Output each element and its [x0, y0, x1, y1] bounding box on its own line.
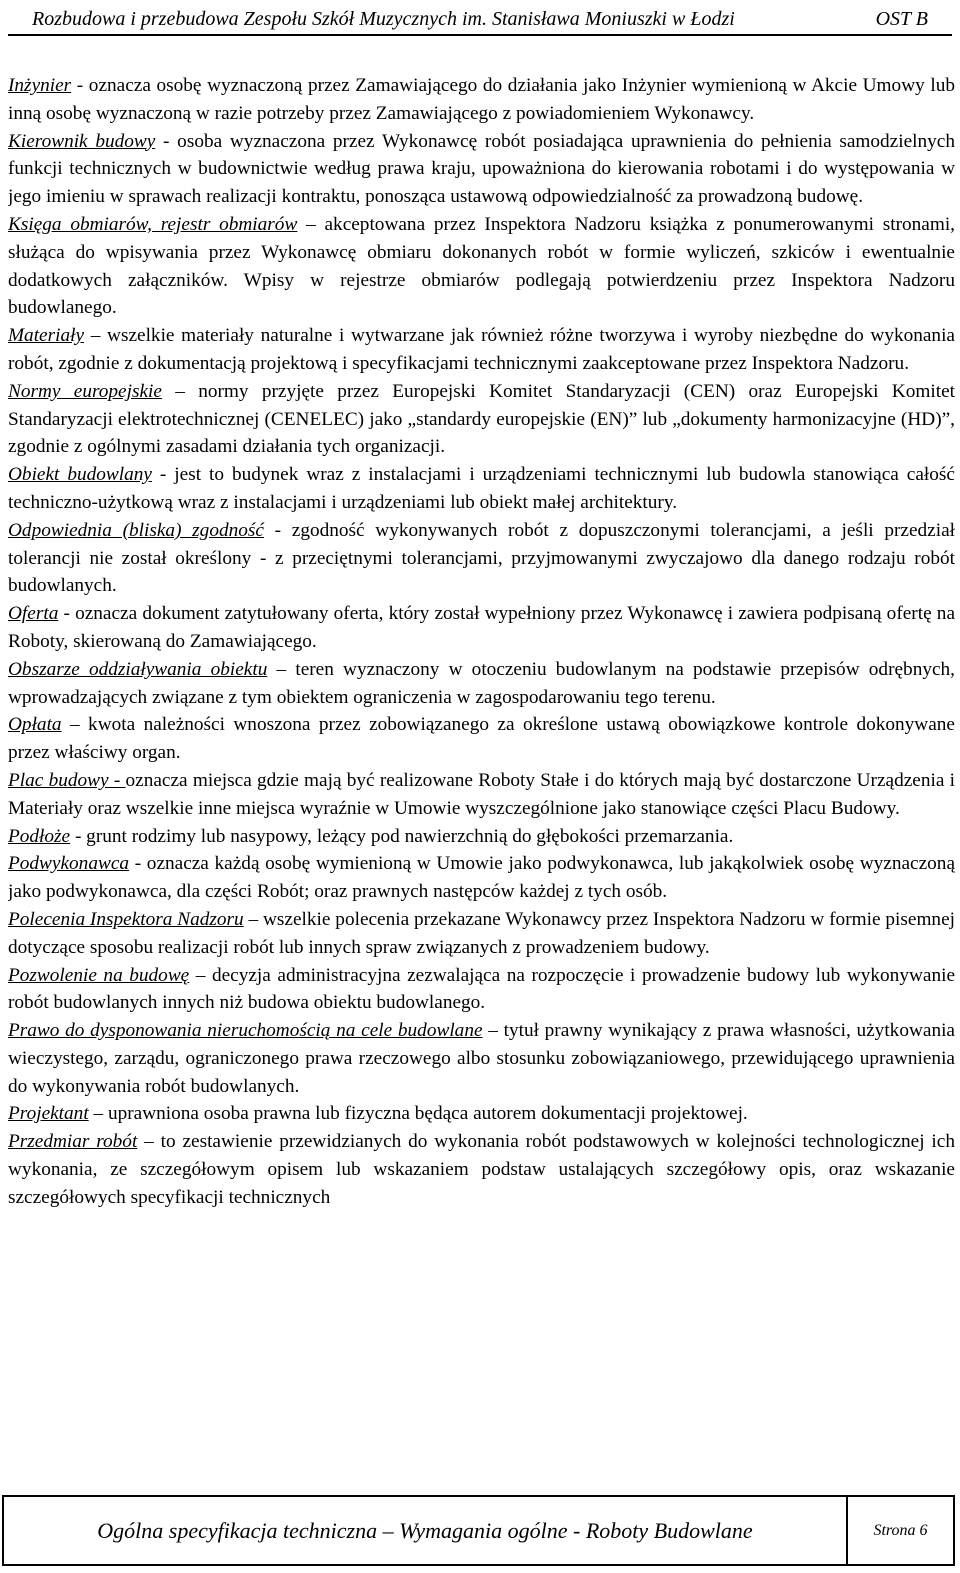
definition-paragraph: [8, 600, 955, 656]
definition-paragraph: [8, 378, 955, 461]
definition-term: Pozwolenie na budowę: [8, 964, 190, 986]
definition-text: – wszelkie materiały naturalne i wytwarzane jak również różne tworzywa i wyroby niezbędne do wykonania robót, zgodnie z dokumentacją projektową i specyfikacjami technicznymi zaakceptowane przez Inspektora Nadzoru.: [8, 325, 955, 374]
definition-text: – decyzja administracyjna zezwalająca na rozpoczęcie i prowadzenie budowy lub wykonywanie robót budowlanych innych niż budowa obiektu budowlanego.: [8, 964, 955, 1014]
definition-text: - oznacza dokument zatytułowany oferta, który został wypełniony przez Wykonawcę i zawiera podpisaną ofertę na Roboty, skierowaną do Zamawiającego.: [8, 603, 955, 652]
definition-term: Przedmiar robót: [8, 1131, 138, 1153]
definition-text: – teren wyznaczony w otoczeniu budowlanym na podstawie przepisów odrębnych, wprowadzających związane z tym obiektem ograniczenia w zagospodarowaniu tego terenu.: [8, 658, 955, 708]
definition-paragraph: [8, 461, 955, 517]
definition-paragraph: [8, 962, 955, 1018]
definition-term: Materiały: [8, 325, 85, 347]
definition-term: Obszarze oddziaływania obiektu: [8, 658, 268, 680]
header-code: OST B: [875, 8, 928, 30]
definition-term: Opłata: [8, 714, 62, 736]
definition-paragraph: [8, 211, 955, 322]
definition-text: - jest to budynek wraz z instalacjami i urządzeniami technicznymi lub budowla stanowiąca całość techniczno-użytkową wraz z instalacjami i urządzeniami lub obiekt małej architektury.: [8, 464, 955, 513]
definition-term: Odpowiednia (bliska) zgodność: [8, 519, 264, 541]
definitions-list: [8, 72, 955, 1482]
definition-text: - oznacza każdą osobę wymienioną w Umowie jako podwykonawca, lub jakąkolwiek osobę wyznaczoną jako podwykonawca, dla części Robót; oraz prawnych następców każdej z tych osób.: [8, 853, 955, 903]
definition-term: Podwykonawca: [8, 853, 130, 875]
definition-term: Projektant: [8, 1103, 89, 1125]
definition-text: – normy przyjęte przez Europejski Komitet Standaryzacji (CEN) oraz Europejski Komitet Standaryzacji elektrotechnicznej (CENELEC) jako „standardy europejskie (EN)” lub „dokumenty harmonizacyjne (HD)”, zgodnie z ogólnymi zasadami działania tych organizacji.: [8, 380, 955, 458]
definition-paragraph: [8, 1017, 955, 1100]
definition-text: oznacza miejsca gdzie mają być realizowane Roboty Stałe i do których mają być dostarczone Urządzenia i Materiały oraz wszelkie inne miejsca wyraźnie w Umowie wyszczególnione jako stanowiące części Placu Budowy.: [8, 769, 955, 819]
definition-paragraph: [8, 711, 955, 767]
definition-paragraph: [8, 128, 955, 211]
definition-paragraph: [8, 1100, 955, 1128]
definition-text: – uprawniona osoba prawna lub fizyczna będąca autorem dokumentacji projektowej.: [88, 1103, 748, 1125]
definition-text: – kwota należności wnoszona przez zobowiązanego za określone ustawą obowiązkowe kontrole dokonywane przez właściwy organ.: [8, 714, 955, 764]
definition-text: – wszelkie polecenia przekazane Wykonawcy przez Inspektora Nadzoru w formie pisemnej dotyczące sposobu realizacji robót lub innych spraw związanych z prowadzeniem budowy.: [8, 908, 955, 958]
definition-text: – akceptowana przez Inspektora Nadzoru książka z ponumerowanymi stronami, służąca do wpisywania przez Wykonawcę obmiaru dokonanych robót w formie wyliczeń, szkiców i ewentualnie dodatkowych załączników. Wpisy w rejestrze obmiarów podlegają potwierdzeniu przez Inspektora Nadzoru budowlanego.: [8, 213, 955, 319]
definition-paragraph: [8, 767, 955, 823]
definition-term: Prawo do dysponowania nieruchomością na cele budowlane: [8, 1020, 483, 1042]
header-title: Rozbudowa i przebudowa Zespołu Szkół Muzycznych im. Stanisława Moniuszki w Łodzi: [32, 8, 735, 30]
definition-text: - zgodność wykonywanych robót z dopuszczonymi tolerancjami, a jeśli przedział tolerancji nie został określony - z przeciętnymi tolerancjami, przyjmowanymi zwyczajowo dla danego rodzaju robót budowlanych.: [8, 519, 955, 597]
definition-paragraph: [8, 850, 955, 906]
definition-term: Księga obmiarów, rejestr obmiarów: [8, 213, 298, 235]
definition-term: Obiekt budowlany: [8, 464, 152, 486]
definition-text: - osoba wyznaczona przez Wykonawcę robót posiadająca uprawnienia do pełnienia samodzielnych funkcji technicznych w budownictwie według prawa kraju, upoważniona do kierowania robotami i do występowania w jego imieniu w sprawach realizacji kontraktu, ponosząca ustawową odpowiedzialność za prowadzoną budowę.: [8, 130, 955, 208]
definition-paragraph: [8, 322, 955, 378]
definition-term: Oferta: [8, 603, 59, 625]
page-number: Strona 6: [873, 1522, 928, 1539]
definition-term: Polecenia Inspektora Nadzoru: [8, 908, 244, 930]
definition-paragraph: [8, 823, 955, 851]
definition-paragraph: [8, 1128, 955, 1211]
definition-text: - oznacza osobę wyznaczoną przez Zamawiającego do działania jako Inżynier wymienioną w Akcie Umowy lub inną osobę wyznaczoną w razie potrzeby przez Zamawiającego z powiadomieniem Wykonawcy.: [8, 75, 955, 124]
definition-text: – to zestawienie przewidzianych do wykonania robót podstawowych w kolejności technologicznej ich wykonania, ze szczegółowym opisem lub wskazaniem podstaw ustalających szczegółowy opis, oraz wskazanie szczegółowych specyfikacji technicznych: [8, 1131, 955, 1208]
definition-paragraph: [8, 656, 955, 712]
definition-text: - grunt rodzimy lub nasypowy, leżący pod nawierzchnią do głębokości przemarzania.: [70, 825, 734, 847]
definition-term: Normy europejskie: [8, 380, 162, 402]
definition-term: Podłoże: [8, 825, 71, 847]
definition-term: Plac budowy -: [8, 769, 126, 791]
definition-term: Inżynier: [8, 75, 72, 96]
definition-paragraph: [8, 72, 955, 128]
footer-title: Ogólna specyfikacja techniczna – Wymagania ogólne - Roboty Budowlane: [4, 1497, 848, 1564]
definition-term: Kierownik budowy: [8, 130, 156, 152]
definition-text: – tytuł prawny wynikający z prawa własności, użytkowania wieczystego, zarządu, ograniczonego prawa rzeczowego albo stosunku zobowiązaniowego, przewidującego uprawnienia do wykonywania robót budowlanych.: [8, 1020, 955, 1097]
page-footer: [2, 1495, 955, 1566]
definition-paragraph: [8, 906, 955, 962]
page-header: [8, 4, 952, 36]
definition-paragraph: [8, 517, 955, 600]
